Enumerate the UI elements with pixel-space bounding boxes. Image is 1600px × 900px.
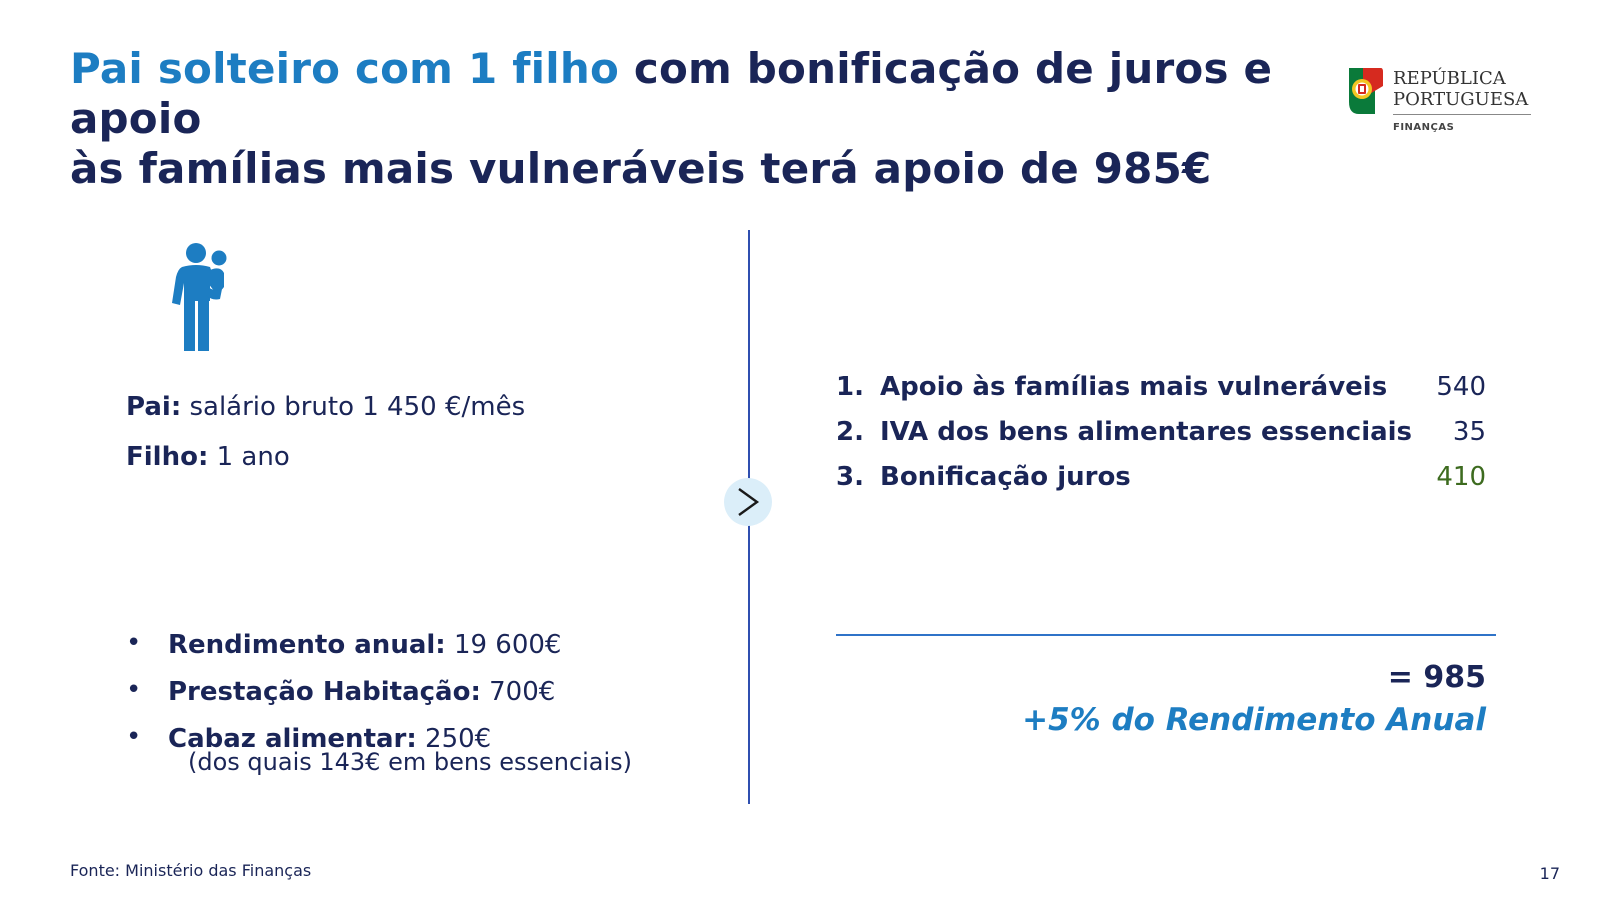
logo-divider <box>1393 114 1531 115</box>
bullet-value: 700€ <box>480 677 556 707</box>
source-note: Fonte: Ministério das Finanças <box>70 861 312 880</box>
title-rest-line2: às famílias mais vulneráveis terá apoio de 985€ <box>70 144 1212 193</box>
item-number: 2. <box>836 417 864 447</box>
child-value: 1 ano <box>208 442 290 472</box>
item-number: 1. <box>836 372 864 402</box>
page-number: 17 <box>1539 864 1560 883</box>
item-label: Bonificação juros <box>880 462 1131 492</box>
father-value: salário bruto 1 450 €/mês <box>181 392 526 422</box>
coat-of-arms-icon <box>1345 64 1385 118</box>
father-label: Pai: <box>126 392 182 422</box>
item-label: Apoio às famílias mais vulneráveis <box>880 372 1388 402</box>
item-value: 540 <box>1436 372 1486 402</box>
title-highlight: Pai solteiro com 1 filho <box>70 44 620 93</box>
item-label: IVA dos bens alimentares essenciais <box>880 417 1413 447</box>
logo-line2: PORTUGUESA <box>1393 89 1529 110</box>
father-info <box>126 392 525 422</box>
list-item <box>126 630 706 677</box>
percent-note: +5% do Rendimento Anual <box>1022 702 1486 738</box>
bullet-icon: • <box>126 675 142 705</box>
bullet-note: (dos quais 143€ em bens essenciais) <box>188 748 633 776</box>
bullet-label: Prestação Habitação: <box>168 677 481 707</box>
item-value: 410 <box>1436 462 1486 492</box>
total-value: = 985 <box>1387 660 1486 695</box>
child-info <box>126 442 290 472</box>
title-rest-line1: com bonificação de juros e apoio <box>70 44 1273 143</box>
total-divider <box>836 634 1496 636</box>
bullet-value: 19 600€ <box>445 630 562 660</box>
logo-wordmark <box>1393 68 1528 110</box>
bullet-label: Cabaz alimentar: <box>168 724 417 754</box>
item-number: 3. <box>836 462 864 492</box>
bullet-label: Rendimento anual: <box>168 630 446 660</box>
logo-department: FINANÇAS <box>1393 122 1455 133</box>
item-value: 35 <box>1452 417 1486 447</box>
father-with-child-icon <box>170 243 232 355</box>
list-item <box>836 417 1486 462</box>
chevron-right-icon <box>735 486 761 518</box>
bullet-value: 250€ <box>416 724 492 754</box>
bullet-icon: • <box>126 628 142 658</box>
list-item <box>836 462 1486 507</box>
logo-line1: REPÚBLICA <box>1393 68 1506 89</box>
bullet-icon: • <box>126 722 142 752</box>
list-item <box>836 372 1486 417</box>
list-item <box>126 677 706 724</box>
child-label: Filho: <box>126 442 209 472</box>
republica-portuguesa-logo <box>1345 64 1545 144</box>
support-breakdown <box>836 372 1486 507</box>
arrow-badge <box>724 478 772 526</box>
slide-title <box>70 44 1310 194</box>
